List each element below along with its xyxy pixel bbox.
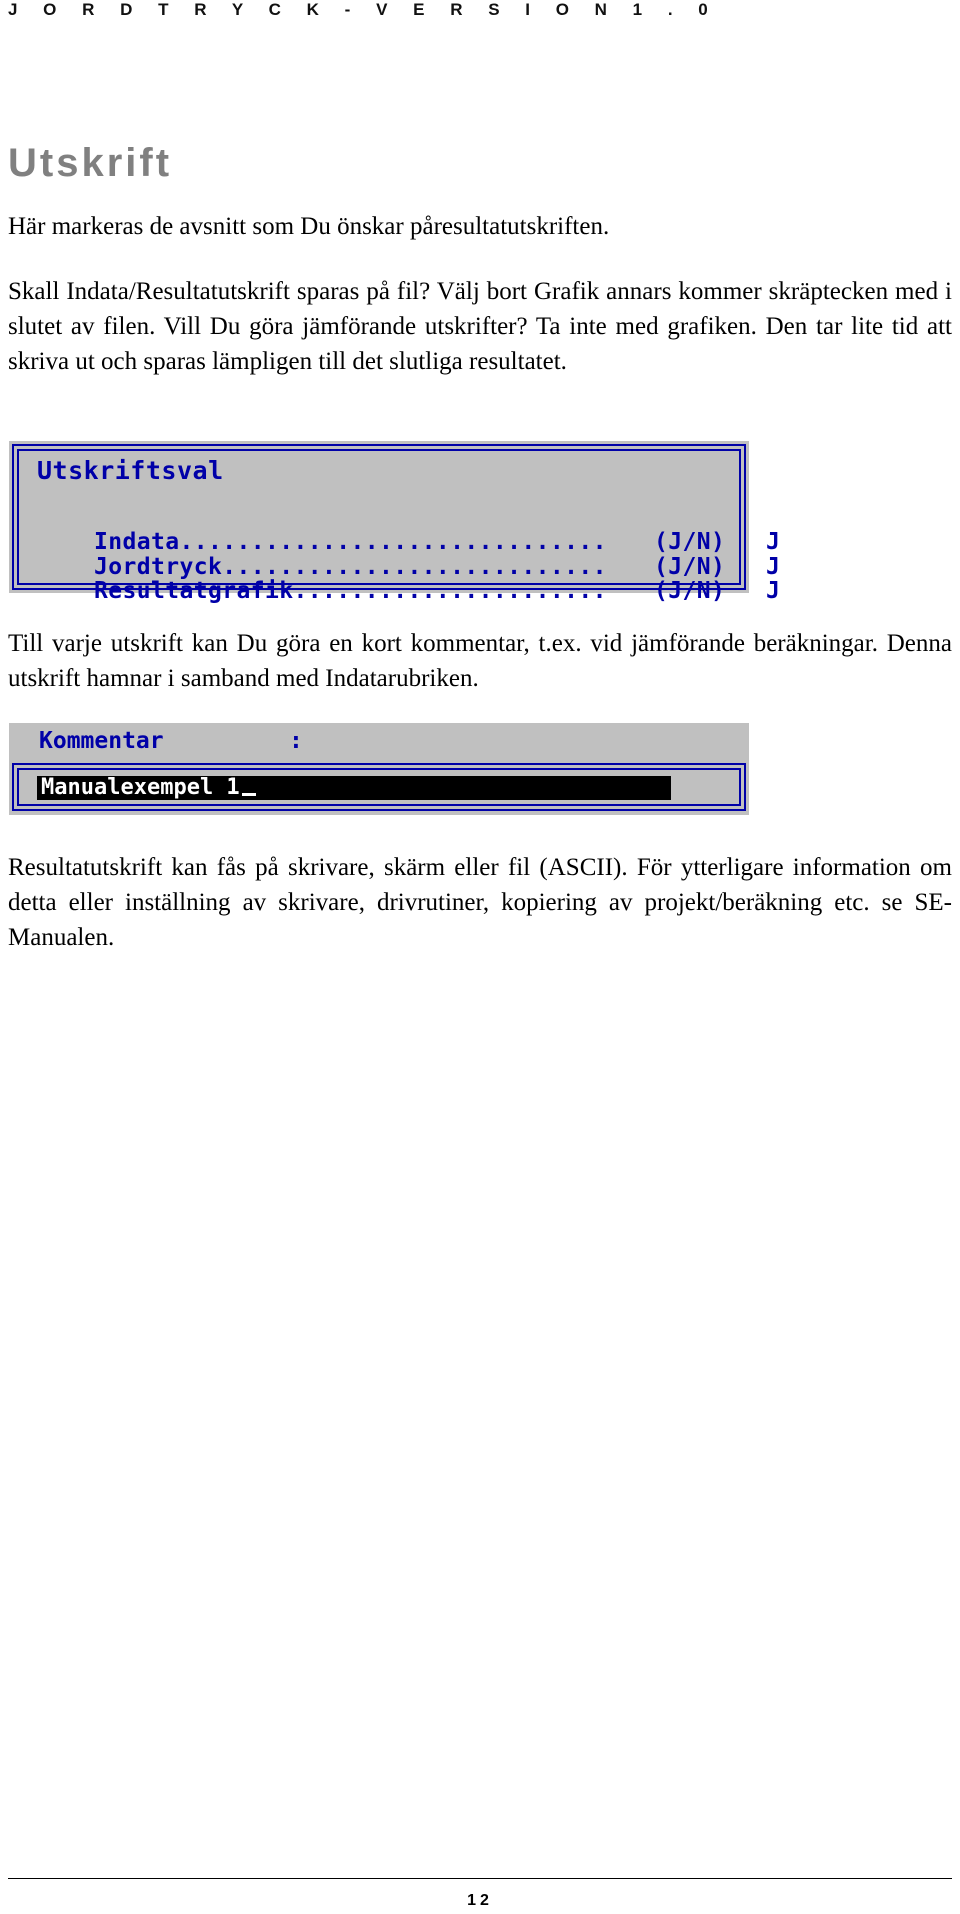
comment-input[interactable] bbox=[37, 776, 671, 800]
comment-colon: : bbox=[289, 728, 303, 754]
option-label: Resultatgrafik...................... bbox=[94, 578, 607, 604]
comment-screenshot bbox=[9, 723, 749, 815]
running-header: J O R D T R Y C K - V E R S I O N 1 . 0 bbox=[8, 0, 719, 19]
section-title: Utskrift bbox=[8, 141, 173, 185]
footer-rule bbox=[8, 1878, 952, 1879]
output-paragraph: Resultatutskrift kan fås på skrivare, skärm eller fil (ASCII). För ytterligare information om detta eller inställning av skrivare, drivrutiner, kopiering av projekt/beräkning etc. se SE-Manualen. bbox=[8, 854, 952, 951]
option-row-resultatgrafik[interactable] bbox=[37, 552, 780, 630]
comment-input-value: Manualexempel 1 bbox=[41, 775, 240, 800]
comment-label: Kommentar bbox=[39, 728, 164, 754]
intro-paragraph: Här markeras de avsnitt som Du önskar påresultatutskriften. bbox=[8, 213, 610, 240]
option-value[interactable]: J bbox=[766, 529, 781, 555]
comment-label-row bbox=[39, 728, 303, 754]
print-options-screenshot bbox=[9, 441, 781, 604]
text-cursor bbox=[242, 793, 256, 796]
save-paragraph: Skall Indata/Resultatutskrift sparas på fil? Välj bort Grafik annars kommer skräptecken med i slutet av filen. Vill Du göra jämförande utskrifter? Ta inte med grafiken. Den tar lite tid att skriva ut och sparas lämpligen till det slutliga resultatet. bbox=[8, 278, 952, 375]
comment-input-frame bbox=[9, 761, 749, 815]
page-number: 12 bbox=[467, 1892, 493, 1909]
option-value[interactable]: J bbox=[766, 554, 781, 580]
option-value[interactable]: J bbox=[766, 578, 781, 604]
print-options-title: Utskriftsval bbox=[37, 456, 224, 485]
option-label: Indata.............................. bbox=[94, 529, 607, 555]
option-yn-hint: (J/N) bbox=[654, 529, 726, 555]
option-label: Jordtryck........................... bbox=[94, 554, 607, 580]
option-yn-hint: (J/N) bbox=[654, 578, 726, 604]
option-yn-hint: (J/N) bbox=[654, 554, 726, 580]
comment-paragraph: Till varje utskrift kan Du göra en kort kommentar, t.ex. vid jämförande beräkningar. Denna utskrift hamnar i samband med Indatarubriken. bbox=[8, 630, 952, 692]
